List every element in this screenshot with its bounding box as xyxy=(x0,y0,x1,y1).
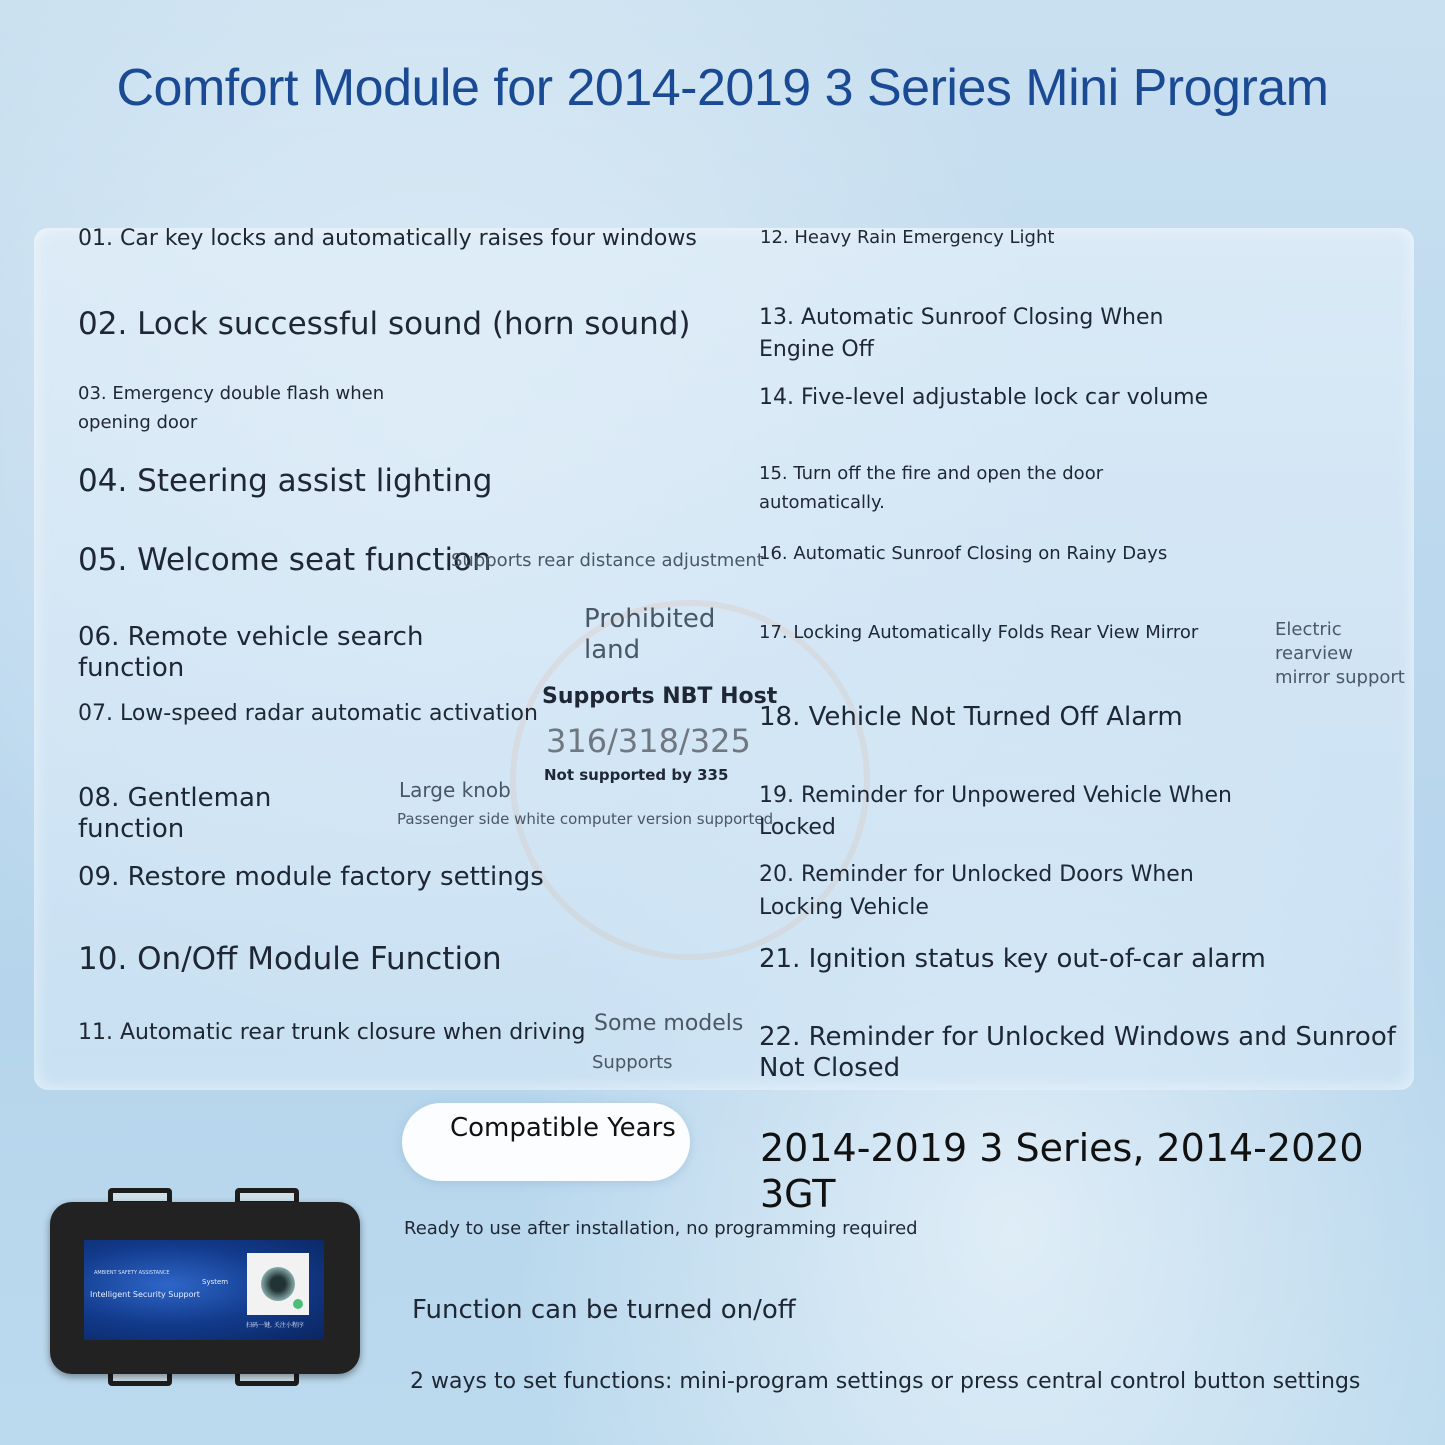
feature-15-line1: 15. Turn off the fire and open the door xyxy=(759,463,1104,484)
some-models-note: Some models xyxy=(594,1011,744,1036)
module-case xyxy=(50,1202,360,1374)
feature-06-line1: 06. Remote vehicle search xyxy=(78,622,424,652)
label-text: System xyxy=(202,1278,229,1286)
mirror-note-line1: Electric xyxy=(1275,619,1342,640)
module-device-image xyxy=(50,1188,360,1388)
supports-note: Supports xyxy=(592,1052,673,1073)
compatible-years-label: Compatible Years xyxy=(450,1113,676,1143)
feature-03-line1: 03. Emergency double flash when xyxy=(78,383,385,404)
feature-14: 14. Five-level adjustable lock car volume xyxy=(759,385,1209,410)
label-text: AMBIENT SAFETY ASSISTANCE xyxy=(94,1270,170,1276)
feature-13-line1: 13. Automatic Sunroof Closing When xyxy=(759,305,1164,330)
large-knob-note: Large knob xyxy=(399,778,511,802)
qr-caption: 扫码一键, 关注小程序 xyxy=(246,1322,304,1329)
welcome-seat-note: Supports rear distance adjustment xyxy=(451,550,764,571)
passenger-side-note: Passenger side white computer version supported xyxy=(397,810,774,828)
feature-16: 16. Automatic Sunroof Closing on Rainy Days xyxy=(759,543,1168,564)
compatible-years-value: 2014-2019 3 Series, 2014-2020 3GT xyxy=(760,1126,1364,1216)
feature-19-line2: Locked xyxy=(759,815,836,840)
feature-20-line1: 20. Reminder for Unlocked Doors When xyxy=(759,862,1194,887)
feature-22-line1: 22. Reminder for Unlocked Windows and Sunroof xyxy=(759,1022,1396,1052)
not-supported-note: Not supported by 335 xyxy=(544,766,729,784)
feature-06-line2: function xyxy=(78,653,185,683)
feature-13-line2: Engine Off xyxy=(759,337,874,362)
feature-08-line2: function xyxy=(78,814,185,844)
prohibited-note-line2: land xyxy=(584,635,641,665)
mirror-note-line2: rearview xyxy=(1275,643,1353,664)
feature-15-line2: automatically. xyxy=(759,492,885,513)
prohibited-note-line1: Prohibited xyxy=(584,604,716,634)
feature-03-line2: opening door xyxy=(78,412,198,433)
mirror-note-line3: mirror support xyxy=(1275,667,1405,688)
info-ready-to-use: Ready to use after installation, no programming required xyxy=(404,1218,918,1239)
feature-11: 11. Automatic rear trunk closure when driving xyxy=(78,1020,586,1045)
feature-05: 05. Welcome seat function xyxy=(78,542,492,578)
feature-22-line2: Not Closed xyxy=(759,1053,901,1083)
qr-code-icon xyxy=(247,1253,309,1315)
feature-04: 04. Steering assist lighting xyxy=(78,463,493,499)
feature-18: 18. Vehicle Not Turned Off Alarm xyxy=(759,702,1183,732)
feature-19-line1: 19. Reminder for Unpowered Vehicle When xyxy=(759,783,1232,808)
page-title: Comfort Module for 2014-2019 3 Series Mini Program xyxy=(116,59,1329,117)
module-label xyxy=(84,1240,324,1340)
label-text: Intelligent Security Support xyxy=(90,1290,200,1299)
feature-10: 10. On/Off Module Function xyxy=(78,941,502,977)
feature-02: 02. Lock successful sound (horn sound) xyxy=(78,306,691,342)
feature-21: 21. Ignition status key out-of-car alarm xyxy=(759,944,1266,974)
feature-09: 09. Restore module factory settings xyxy=(78,862,544,892)
feature-12: 12. Heavy Rain Emergency Light xyxy=(760,227,1055,248)
supported-models: 316/318/325 xyxy=(546,722,751,760)
info-setting-ways: 2 ways to set functions: mini-program settings or press central control button settings xyxy=(410,1369,1361,1394)
info-toggle-function: Function can be turned on/off xyxy=(412,1295,796,1325)
feature-20-line2: Locking Vehicle xyxy=(759,895,929,920)
nbt-host-note: Supports NBT Host xyxy=(542,684,778,709)
feature-17: 17. Locking Automatically Folds Rear View Mirror xyxy=(759,622,1199,643)
feature-01: 01. Car key locks and automatically raises four windows xyxy=(78,226,697,251)
feature-08-line1: 08. Gentleman xyxy=(78,783,272,813)
feature-07: 07. Low-speed radar automatic activation xyxy=(78,701,538,726)
